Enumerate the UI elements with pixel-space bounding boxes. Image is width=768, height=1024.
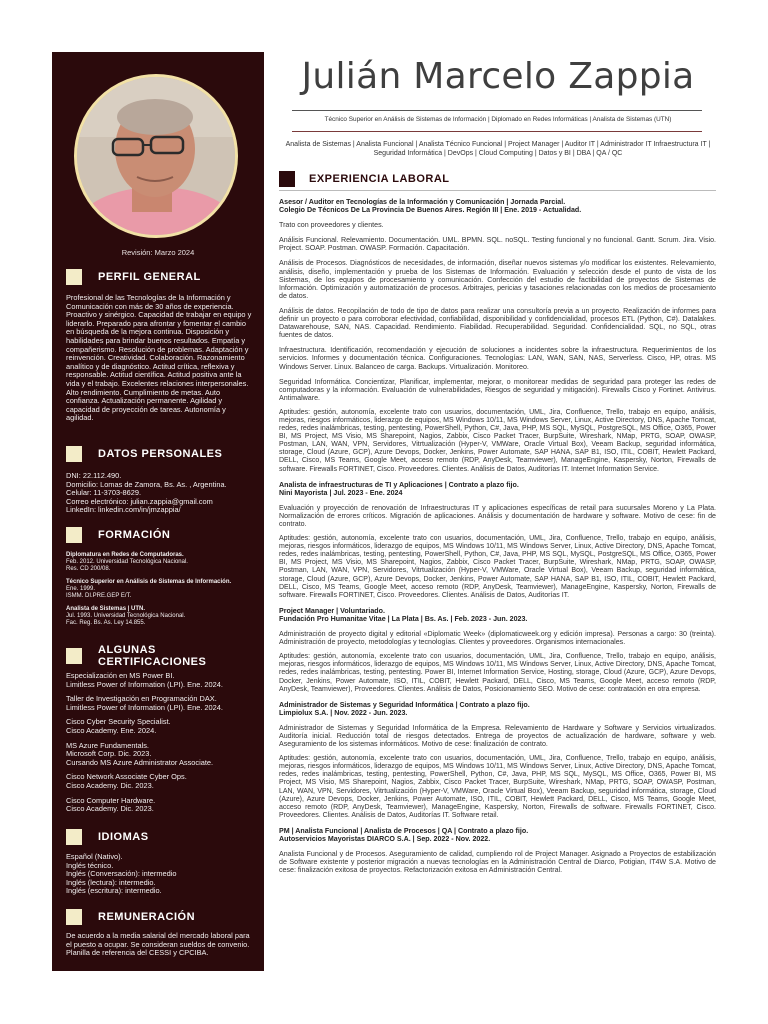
- remuneracion-section-header: [66, 909, 195, 925]
- job-company: Nini Mayorista | Jul. 2023 - Ene. 2024: [279, 488, 403, 497]
- experiencia-content: [279, 194, 716, 881]
- certificaciones-section-header: [66, 644, 264, 668]
- job-header: [279, 701, 716, 717]
- formacion-item-title: Analista de Sistemas | UTN.: [66, 606, 146, 612]
- job-aptitudes: Aptitudes: gestión, autonomía, excelente trato con usuarios, documentación, UML, Jira, Confluence, Trello, trabajo en equipo, análisis, mejoras, riesgos informáticos, liderazgo de equipos, MS Windows 10/11, MS Windows Server, Linux, Active Directory, DNS, Apache Tomcat, redes, redes inalámbricas, testing, pentesting, PowerShell, Python, C#, Java, PHP, MS SQL, MySQL, PostgreSQL, MS Office, O365, Power BI, MS Project, MS Visio, MS Sharepoint, Nagios, Zabbix, Cisco Packet Tracer, BurpSuite, Wireshark, NMap, PRTG, SOAP, OWASP, Postman, LAN, WAN, VPN, Servidores, Vitrtualización (Hyper-V, VMWare, Oracle Virtual Box), Veeam Backup, seguridad informática, storage, Cloud (Azure, GCP), Azure Devops, Docker, Jenkins, Power Automate, SAP HANA, SAP B1, ISO, ITIL, COBIT, Hewlett Packard, DELL, Cisco, MS Teams, Google Meet, acceso remoto (RDP, AnyDesk, Teamviewer), ManageEngine, Kaspersky, Norton, Firewalls de software. Firewalls FORTINET, Cisco. Proveedores. Clientes. Análisis de Datos, Auditorías IT. Internet Information Service.: [279, 408, 716, 473]
- cert-issuer: Cisco Academy. Dic. 2023.: [66, 780, 154, 790]
- section-square-icon: [66, 648, 82, 664]
- job-company: Limpiolux S.A. | Nov. 2022 - Jun. 2023.: [279, 708, 408, 717]
- certificaciones-title: ALGUNAS CERTIFICACIONES: [98, 644, 207, 668]
- job-title: Asesor / Auditor en Tecnologías de la Información y Comunicación | Jornada Parcial.: [279, 198, 566, 206]
- job-paragraph: Analista Funcional y de Procesos. Aseguramiento de calidad, cumpliendo rol de Project Manager. Asignado a Proyectos de estabilización de Software existente y posterior migración a nuevas tecnologías en la Administración Central de Diarco, Potigian, IT4W S.A. Motivo de cese: finalización exitosa de proyectos. Refactorización exitosa en Administración Central.: [279, 850, 716, 875]
- datos-dni: DNI: 22.112.490.: [66, 471, 122, 480]
- job-header: [279, 481, 716, 497]
- job-paragraph: Administrador de Sistemas y Seguridad Informática de la Empresa. Relevamiento de Hardware y Software y Servicios virtualizados. Auditoría inicial. Reducción total de riesgos detectados. Entrega de proyectos de actualización de hardware, software y web. Aseguramiento de los sistemas informáticos. Motivo de cese: finalización de contrato.: [279, 723, 716, 749]
- perfil-text: [66, 294, 252, 429]
- cert-name: Especialización en MS Power BI.: [66, 671, 175, 680]
- job-aptitudes: Aptitudes: gestión, autonomía, excelente trato con usuarios, documentación, UML, Jira, Confluence, Trello, trabajo en equipo, análisis, mejoras, riesgos informáticos, liderazgo de equipos, MS Windows 10/11, MS Windows Server, Linux, Active Directory, DNS, Apache Tomcat, redes, redes inalámbricas, testing, pentesting, PowerShell, Python, C#, Java, PHP, MS SQL, MySQL, MS Office, O365, Power BI, MS Project, MS Visio, MS Sharepoint, Nagios, Zabbix, Cisco Packet Tracer, BurpSuite, Wireshark, NMap, PRTG, SOAP, OWASP, Postman, LAN, WAN, VPN, Servidores, Vitrtualización (Hyper-V, VMWare, Oracle Virtual Box), Veeam Backup, seguridad informática, storage, Cloud (Azure), Azure Devops, Docker, Jenkins, Power Automate, ISO, ITIL, COBIT, Hewlett Packard, DELL, Cisco, MS Teams, Google Meet, acceso remoto (RDP, AnyDesk, Teamviewer), ManageEngine, Kaspersky, Norton, Firewalls de software. Firewalls FORTINET, Cisco. Proveedores. Clientes. Análisis de Datos, Auditorías IT. Software retail.: [279, 755, 716, 819]
- section-square-icon: [279, 171, 295, 187]
- datos-section-header: [66, 446, 222, 462]
- job-title: Analista de infraestructuras de TI y Aplicaciones | Contrato a plazo fijo.: [279, 480, 519, 489]
- cert-item: [66, 695, 252, 712]
- formacion-item-detail: Jul. 1993. Universidad Tecnológica Nacional.: [66, 613, 186, 619]
- cert-item: [66, 672, 252, 689]
- formacion-item-detail: Ene. 1999.: [66, 586, 96, 592]
- job-header: [279, 607, 716, 623]
- formacion-section-header: [66, 527, 170, 543]
- datos-linkedin[interactable]: LinkedIn: linkedin.com/in/jmzappia/: [66, 505, 181, 515]
- job-paragraph: Infraestructura. Identificación, recomendación y ejecución de soluciones a incidentes sobre la infraestructura. Requerimientos de los servicios. Informes y documentación técnica. Configuraciones. Tecnologías: LAN, WAN, SAN, NAS, Serverless. Cisco, HP, otras. MS Windows Server. Linux. Balanceo de carga. Backups. Virtualización. Monitoreo.: [279, 346, 716, 371]
- formacion-item-title: Diplomatura en Redes de Computadoras.: [66, 552, 184, 558]
- job-company: Fundación Pro Humanitae Vitae | La Plata | Bs. As. | Feb. 2023 - Jun. 2023.: [279, 614, 528, 623]
- candidate-subtitle: Técnico Superior en Análisis de Sistemas de Información | Diplomado en Redes Informáticas | Analista de Sistemas (UTN): [324, 116, 672, 123]
- formacion-item: [66, 552, 252, 573]
- section-square-icon: [66, 909, 82, 925]
- revision-date: Revisión: Marzo 2024: [121, 248, 195, 257]
- idioma-item: Español (Nativo).: [66, 852, 123, 861]
- formacion-item-detail: Feb. 2012. Universidad Tecnológica Nacional.: [66, 559, 188, 565]
- formacion-item-detail: ISMM. DI.PRE.GEP E/T.: [66, 593, 132, 599]
- cert-name: Cisco Cyber Security Specialist.: [66, 717, 171, 727]
- certificaciones-list: [66, 672, 252, 820]
- idioma-item: Inglés técnico.: [66, 860, 114, 870]
- job-aptitudes: Aptitudes: gestión, autonomía, excelente trato con usuarios, documentación, UML, Jira, Confluence, Trello, trabajo en equipo, análisis, mejoras, riesgos informáticos, liderazgo de equipos, MS Windows 10/11, MS Windows Server, Linux, Active Directory, DNS, Apache Tomcat, redes, redes inalámbricas, testing, pentesting, PowerShell, Python, C#, Java, PHP, MS SQL, MySQL, PostgreSQL, MS Office, O365, Power BI, MS Project, MS Visio, MS Sharepoint, Nagios, Zabbix, Cisco Packet Tracer, BurpSuite, Wireshark, NMap, PRTG, SOAP, OWASP, Postman, LAN, WAN, VPN, Servidores, Vitrtualización (Hyper-V, VMWare, Oracle Virtual Box), Veeam Backup, seguridad informática, storage, Cloud (Azure, GCP), Azure Devops, Docker, Jenkins, Power Automate, SAP HANA, SAP B1, ISO, ITIL, COBIT, Hewlett Packard, DELL, Cisco, MS Teams, Google Meet, acceso remoto (RDP, AnyDesk, Teamviewer), ManageEngine, Kaspersky, Norton, Firewalls de software. Firewalls FORTINET, Cisco. Proveedores. Clientes. Análisis de Datos, Auditorías IT.: [279, 535, 716, 599]
- cert-name: Cisco Computer Hardware.: [66, 795, 156, 805]
- formacion-item-detail: Fac. Reg. Bs. As. Ley 14.855.: [66, 620, 146, 626]
- formacion-item: [66, 579, 252, 600]
- remuneracion-paragraph: De acuerdo a la media salarial del mercado laboral para el puesto a ocupar. Se consideran sueldos de convenio. Planilla de referencia del CESSI y CPCIBA.: [66, 931, 250, 958]
- section-square-icon: [66, 527, 82, 543]
- cert-item: [66, 742, 252, 768]
- perfil-title: PERFIL GENERAL: [98, 271, 201, 283]
- cert-issuer: Cisco Academy. Dic. 2023.: [66, 804, 154, 814]
- datos-list: [66, 472, 252, 515]
- perfil-paragraph: Profesional de las Tecnologías de la Información y Comunicación con más de 30 años de experiencia. Proactivo y sinérgico. Capacidad de trabajar en equipo y liderarlo. Preparado para afrontar y fomentar el cambio en búsqueda de la mejora continua. Disposición y habilidades para brindar buenos resultados. Empatía y compañerismo. Resolución de problemas. Adaptación y reinvención. Creatividad. Colaboración. Razonamiento analítico y de diagnóstico. Actitud crítica, reflexiva y responsable. Actitud científica. Actitud positiva ante la vida y el trabajo. Excelentes relaciones interpersonales. Alto rendimiento. Cumplimiento de metas. Auto confianza. Actualización permanente. Agilidad y capacidad de proyección de tareas. Autonomía y agilidad.: [66, 293, 252, 423]
- idiomas-section-header: [66, 829, 149, 845]
- experiencia-divider: [279, 190, 716, 191]
- perfil-section-header: [66, 269, 201, 285]
- formacion-item-detail: Res. CD 200/08.: [66, 566, 111, 572]
- job-paragraph: Seguridad Informática. Concientizar, Planificar, implementar, mejorar, o monitorear medidas de seguridad para proteger las redes de computadoras y la información. Evaluación de vulnerabilidades, Riesgos de seguridad y mitigación). Firewalls Cisco y Fortinet. Antivirus. Antimalware.: [279, 377, 716, 402]
- sidebar: [52, 52, 264, 971]
- cert-name: Taller de Investigación en Programación DAX.: [66, 694, 217, 704]
- section-square-icon: [66, 269, 82, 285]
- formacion-item-title: Técnico Superior en Análisis de Sistemas de Información.: [66, 579, 232, 585]
- idioma-item: Inglés (Conversación): intermedio: [66, 869, 177, 879]
- cert-item: [66, 773, 252, 790]
- job-title: Administrador de Sistemas y Seguridad Informática | Contrato a plazo fijo.: [279, 700, 530, 709]
- job-header: [279, 827, 716, 843]
- idioma-item: Inglés (escritura): intermedio.: [66, 886, 162, 896]
- header-divider: [292, 131, 702, 132]
- candidate-roles: Analista de Sistemas | Analista Funcional | Analista Técnico Funcional | Project Manager | Auditor IT | Administrador IT Infraestructura IT | Seguridad Informática | DevOps | Cloud Computing | Datos y BI | DBA | QA / QC: [285, 141, 711, 157]
- cert-item: [66, 797, 252, 814]
- portrait-image: [77, 77, 235, 235]
- idiomas-title: IDIOMAS: [98, 831, 149, 843]
- job-header: [279, 198, 716, 214]
- cert-item: [66, 718, 252, 735]
- job-paragraph: Trato con proveedores y clientes.: [279, 221, 384, 230]
- datos-email[interactable]: Correo electrónico: julian.zappia@gmail.com: [66, 496, 213, 506]
- cert-issuer: Cisco Academy. Ene. 2024.: [66, 725, 157, 735]
- job-paragraph: Análisis de Procesos. Diagnósticos de necesidades, de información, diseñar nuevos sistemas y/o modificar los existentes. Relevamiento, análisis, diseño, implementación y prueba de los Sistemas de Información. Evaluación y selección desde el punto de vista de los Sistemas, de los equipos de procesamiento y comunicación. Confección del estudio de factibilidad de proyectos de Sistemas de Información. Optimización y automatización de procesos. Arbitrajes, pericias y tasaciones relacionadas con los medios de procesamiento de datos.: [279, 259, 716, 300]
- experiencia-title: EXPERIENCIA LABORAL: [309, 173, 450, 185]
- datos-title: DATOS PERSONALES: [98, 448, 223, 460]
- cert-name: Cisco Network Associate Cyber Ops.: [66, 772, 187, 782]
- cert-issuer: Limitless Power of Information (LPI). Ene. 2024.: [66, 679, 223, 689]
- job-company: Colegio De Técnicos De La Provincia De Buenos Aires. Región III | Ene. 2019 - Actualidad.: [279, 206, 582, 215]
- formacion-title: FORMACIÓN: [98, 529, 171, 541]
- experiencia-section-header: [279, 171, 450, 187]
- remuneracion-title: REMUNERACIÓN: [98, 911, 196, 923]
- job-company: Autoservicios Mayoristas DIARCO S.A. | Sep. 2022 - Nov. 2022.: [279, 835, 491, 843]
- remuneracion-text: [66, 932, 252, 964]
- job-aptitudes: Aptitudes: gestión, autonomía, excelente trato con usuarios, documentación, UML, Jira, Confluence, Trello, trabajo en equipo, análisis, mejoras, riesgos informáticos, liderazgo de equipos, MS Windows 10/11, MS Windows Server, Linux, Active Directory, DNS, Apache Tomcat, redes, redes inalámbricas, testing, pentesting. Power BI, Internet Information Service, Hosting, storage, Cloud (Azure, GCP), Azure Devops, Docker, Jenkins, Power Automate, ISO, ITIL, COBIT, Hewlett Packard, DELL, Cisco, MS Teams, Google Meet, acceso remoto (RDP, AnyDesk, Teamviewer), Proveedores. Clientes. Análisis de Datos, Posicionamiento SEO. Motivo de cese: contratación en otra empresa.: [279, 653, 716, 693]
- job-paragraph: Evaluación y proyección de renovación de Infraestructuras IT y aplicaciones específicas de retail para sucursales Moreno y La Plata. Normalización de errores críticos. Migración de aplicaciones. Análisis y documentación de hardware y software. Motivo de cese: fin de contrato.: [279, 503, 716, 528]
- formacion-item: [66, 606, 252, 627]
- job-title: Project Manager | Voluntariado.: [279, 606, 385, 615]
- header-divider: [292, 110, 702, 111]
- job-title: PM | Analista Funcional | Analista de Procesos | QA | Contrato a plazo fijo.: [279, 826, 529, 835]
- idioma-item: Inglés (lectura): intermedio.: [66, 877, 156, 887]
- cert-issuer: Limitless Power of Information (LPI). Ene. 2024.: [66, 702, 223, 712]
- job-paragraph: Administración de proyecto digital y editorial «Diplomatic Week» (diplomaticweek.org y edición impresa). Personas a cargo: 30 (treinta). Administración de proyecto, metodologías y tecnologías. Clientes y proveedores. Organismos internacionales.: [279, 630, 716, 647]
- cert-issuer: Microsoft Corp. Dic. 2023.: [66, 749, 152, 759]
- section-square-icon: [66, 446, 82, 462]
- idiomas-list: [66, 853, 252, 896]
- job-paragraph: Análisis Funcional. Relevamiento. Documentación. UML. BPMN. SQL. noSQL. Testing funcional y no funcional. Gantt. Scrum. Jira. Visio. Project. SOAP. Postman. OWASP. Formación. Capacitación.: [279, 236, 716, 253]
- candidate-name: Julián Marcelo Zappia: [301, 56, 695, 97]
- cert-name: MS Azure Fundamentals.: [66, 740, 149, 750]
- datos-domicilio: Domicilio: Lomas de Zamora, Bs. As. , Argentina.: [66, 479, 227, 489]
- datos-celular: Celular: 11-3703-8629.: [66, 488, 142, 498]
- formacion-list: [66, 552, 252, 633]
- job-paragraph: Análisis de datos. Recopilación de todo de tipo de datos para realizar una consultoría previa a un proyecto. Realización de informes para definir un proyecto o para corroborar efectividad, confiabilidad, disponibilidad y confidencialidad, procesos ETL (Python, C#). Datalakes. Datawarehouse, SAN, NAS. Capacidad. Rendimiento. Fiabilidad. Recuperabilidad. Seguridad. Confidencialidad. SQL, no SQL, otras fuentes de datos.: [279, 306, 716, 340]
- section-square-icon: [66, 829, 82, 845]
- cert-note: Cursando MS Azure Administrator Associate.: [66, 757, 214, 767]
- profile-photo: [74, 74, 238, 238]
